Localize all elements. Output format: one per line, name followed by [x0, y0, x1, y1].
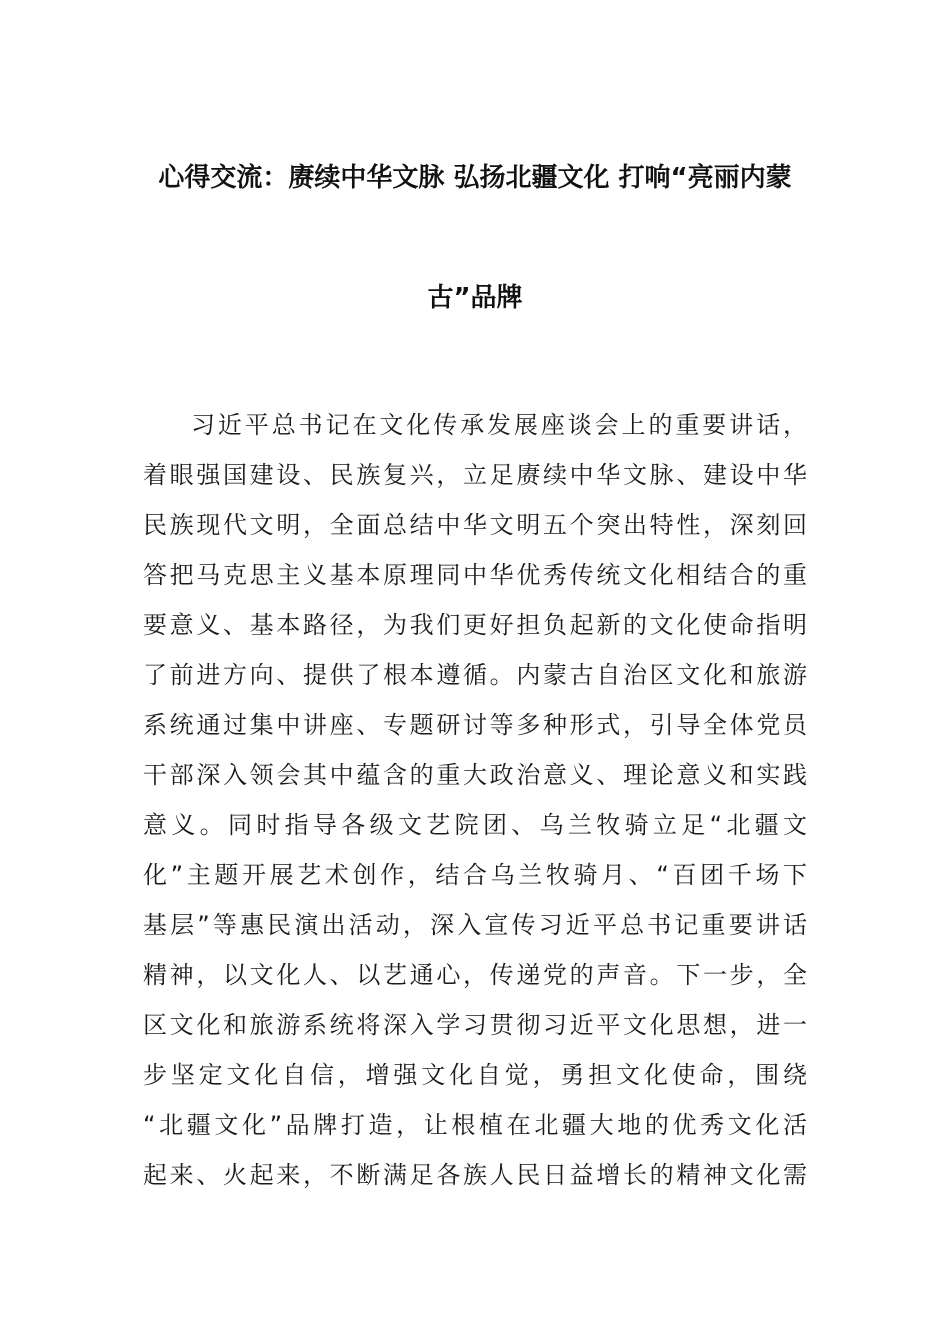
- body-line: 步坚定文化自信，增强文化自觉，勇担文化使命，围绕: [143, 1061, 807, 1089]
- body-line: 意义。同时指导各级文艺院团、乌兰牧骑立足“北疆文: [143, 811, 807, 839]
- body-line: 系统通过集中讲座、专题研讨等多种形式，引导全体党员: [143, 711, 807, 739]
- body-line: 习近平总书记在文化传承发展座谈会上的重要讲话，: [191, 411, 807, 439]
- body-line: 区文化和旅游系统将深入学习贯彻习近平文化思想，进一: [143, 1011, 807, 1039]
- document-title-line-2: 古”品牌: [427, 283, 523, 313]
- body-line: 干部深入领会其中蕴含的重大政治意义、理论意义和实践: [143, 761, 807, 789]
- body-line: 精神，以文化人、以艺通心，传递党的声音。下一步，全: [143, 961, 807, 989]
- body-paragraph: [143, 400, 807, 1200]
- body-line: 起来、火起来，不断满足各族人民日益增长的精神文化需: [143, 1161, 807, 1189]
- body-line: 了前进方向、提供了根本遵循。内蒙古自治区文化和旅游: [143, 661, 807, 689]
- body-line: 答把马克思主义基本原理同中华优秀传统文化相结合的重: [143, 561, 807, 589]
- body-line: 基层”等惠民演出活动，深入宣传习近平总书记重要讲话: [143, 911, 807, 939]
- body-line: 化”主题开展艺术创作，结合乌兰牧骑月、“百团千场下: [143, 861, 807, 889]
- body-line: 要意义、基本路径，为我们更好担负起新的文化使命指明: [143, 611, 807, 639]
- document-title-line-1: 心得交流：赓续中华文脉 弘扬北疆文化 打响“亮丽内蒙: [158, 163, 792, 193]
- body-line: “北疆文化”品牌打造，让根植在北疆大地的优秀文化活: [143, 1111, 807, 1139]
- body-line: 着眼强国建设、民族复兴，立足赓续中华文脉、建设中华: [143, 461, 807, 489]
- body-line: 民族现代文明，全面总结中华文明五个突出特性，深刻回: [143, 511, 807, 539]
